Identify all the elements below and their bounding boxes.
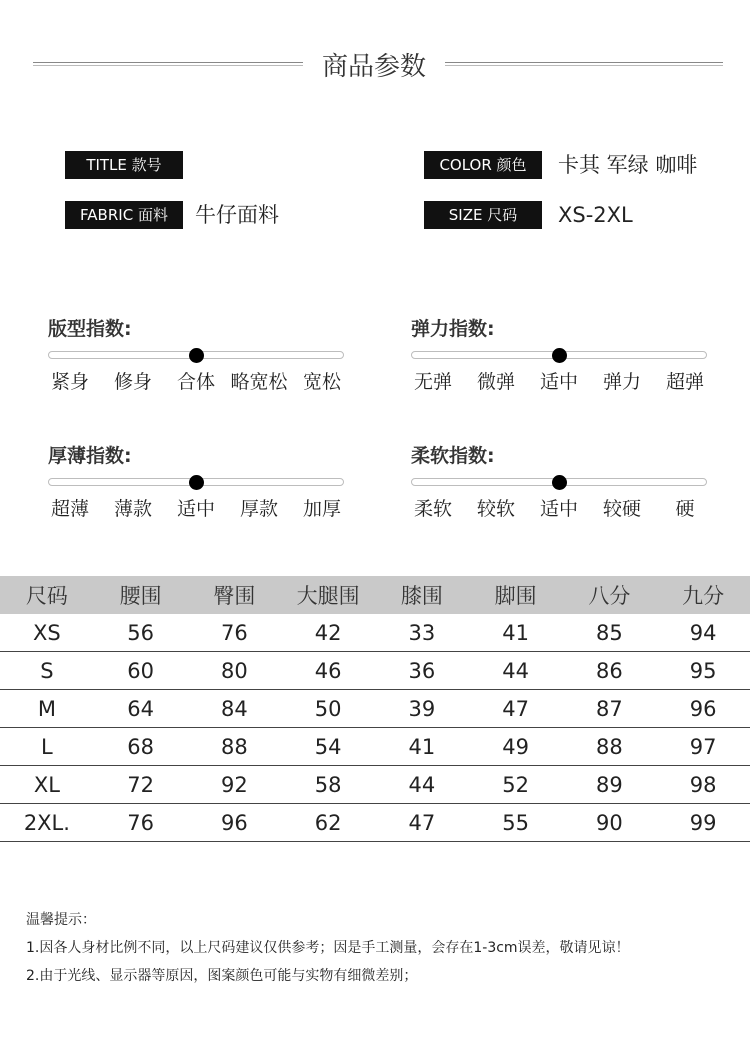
stretch-index-marker — [552, 348, 567, 363]
notes-line: 1.因各人身材比例不同，以上尺码建议仅供参考；因是手工测量，会存在1-3cm误差，敬请见谅！ — [26, 940, 630, 956]
measurement-cell: 41 — [375, 728, 469, 766]
thickness-option: 超薄 — [50, 498, 90, 520]
measurement-cell: 76 — [188, 614, 282, 652]
measurement-cell: 58 — [281, 766, 375, 804]
measurement-cell: 80 — [188, 652, 282, 690]
measurement-cell: 52 — [469, 766, 563, 804]
thickness-option: 薄款 — [113, 498, 153, 520]
stretch-index-label: 弹力指数: — [411, 318, 495, 340]
thickness-option: 适中 — [176, 498, 216, 520]
fit-index-label: 版型指数: — [48, 318, 132, 340]
size-chart-body — [0, 614, 750, 842]
measurement-cell: 44 — [469, 652, 563, 690]
fabric-value: 牛仔面料 — [195, 203, 279, 227]
measurement-cell: 64 — [94, 690, 188, 728]
header-cell: 大腿围 — [281, 576, 375, 614]
stretch-option: 微弹 — [476, 371, 516, 393]
size-chart-table — [0, 576, 750, 842]
measurement-cell: 90 — [563, 804, 657, 842]
measurement-cell: 72 — [94, 766, 188, 804]
measurement-cell: 92 — [188, 766, 282, 804]
size-label-cell: M — [0, 690, 94, 728]
measurement-cell: 55 — [469, 804, 563, 842]
measurement-cell: 41 — [469, 614, 563, 652]
softness-option: 适中 — [539, 498, 579, 520]
measurement-cell: 85 — [563, 614, 657, 652]
stretch-option: 弹力 — [602, 371, 642, 393]
table-row — [0, 804, 750, 842]
header-cell: 八分 — [563, 576, 657, 614]
measurement-cell: 84 — [188, 690, 282, 728]
softness-option: 柔软 — [413, 498, 453, 520]
size-value: XS-2XL — [558, 203, 633, 227]
table-row — [0, 766, 750, 804]
measurement-cell: 47 — [469, 690, 563, 728]
thickness-option: 加厚 — [302, 498, 342, 520]
thickness-option: 厚款 — [239, 498, 279, 520]
table-row — [0, 690, 750, 728]
thickness-index-marker — [189, 475, 204, 490]
measurement-cell: 68 — [94, 728, 188, 766]
measurement-cell: 47 — [375, 804, 469, 842]
measurement-cell: 97 — [656, 728, 750, 766]
measurement-cell: 33 — [375, 614, 469, 652]
section-header — [0, 42, 750, 86]
measurement-cell: 42 — [281, 614, 375, 652]
measurement-cell: 98 — [656, 766, 750, 804]
measurement-cell: 87 — [563, 690, 657, 728]
fit-option: 略宽松 — [230, 371, 288, 393]
color-tag: COLOR 颜色 — [424, 151, 542, 179]
size-label-cell: L — [0, 728, 94, 766]
measurement-cell: 50 — [281, 690, 375, 728]
fit-option: 合体 — [176, 371, 216, 393]
measurement-cell: 56 — [94, 614, 188, 652]
measurement-cell: 99 — [656, 804, 750, 842]
softness-index-label: 柔软指数: — [411, 445, 495, 467]
table-row — [0, 652, 750, 690]
color-value: 卡其 军绿 咖啡 — [558, 153, 698, 177]
softness-option: 硬 — [675, 498, 695, 520]
measurement-cell: 76 — [94, 804, 188, 842]
table-row — [0, 614, 750, 652]
size-chart-header-row — [0, 576, 750, 614]
measurement-cell: 46 — [281, 652, 375, 690]
header-rule-right — [445, 62, 723, 66]
stretch-option: 超弹 — [665, 371, 705, 393]
header-cell: 九分 — [656, 576, 750, 614]
softness-option: 较软 — [476, 498, 516, 520]
size-label-cell: S — [0, 652, 94, 690]
notes-line: 2.由于光线、显示器等原因，图案颜色可能与实物有细微差别； — [26, 968, 418, 984]
header-cell: 腰围 — [94, 576, 188, 614]
stretch-option: 适中 — [539, 371, 579, 393]
header-rule-left — [33, 62, 303, 66]
stretch-option: 无弹 — [413, 371, 453, 393]
measurement-cell: 49 — [469, 728, 563, 766]
measurement-cell: 89 — [563, 766, 657, 804]
measurement-cell: 86 — [563, 652, 657, 690]
thickness-index-label: 厚薄指数: — [48, 445, 132, 467]
notes — [26, 906, 630, 990]
header-cell: 尺码 — [0, 576, 94, 614]
title-tag: TITLE 款号 — [65, 151, 183, 179]
measurement-cell: 96 — [188, 804, 282, 842]
measurement-cell: 44 — [375, 766, 469, 804]
measurement-cell: 54 — [281, 728, 375, 766]
header-cell: 臀围 — [188, 576, 282, 614]
fit-index-marker — [189, 348, 204, 363]
size-label-cell: XS — [0, 614, 94, 652]
header-cell: 膝围 — [375, 576, 469, 614]
header-cell: 脚围 — [469, 576, 563, 614]
size-label-cell: 2XL. — [0, 804, 94, 842]
measurement-cell: 96 — [656, 690, 750, 728]
measurement-cell: 36 — [375, 652, 469, 690]
softness-option: 较硬 — [602, 498, 642, 520]
measurement-cell: 88 — [563, 728, 657, 766]
measurement-cell: 94 — [656, 614, 750, 652]
measurement-cell: 88 — [188, 728, 282, 766]
notes-title: 温馨提示： — [26, 912, 96, 928]
fabric-tag: FABRIC 面料 — [65, 201, 183, 229]
measurement-cell: 62 — [281, 804, 375, 842]
section-title: 商品参数 — [321, 52, 426, 82]
measurement-cell: 95 — [656, 652, 750, 690]
measurement-cell: 39 — [375, 690, 469, 728]
measurement-cell: 60 — [94, 652, 188, 690]
table-row — [0, 728, 750, 766]
fit-option: 修身 — [113, 371, 153, 393]
fit-option: 紧身 — [50, 371, 90, 393]
size-tag: SIZE 尺码 — [424, 201, 542, 229]
fit-option: 宽松 — [302, 371, 342, 393]
size-label-cell: XL — [0, 766, 94, 804]
softness-index-marker — [552, 475, 567, 490]
